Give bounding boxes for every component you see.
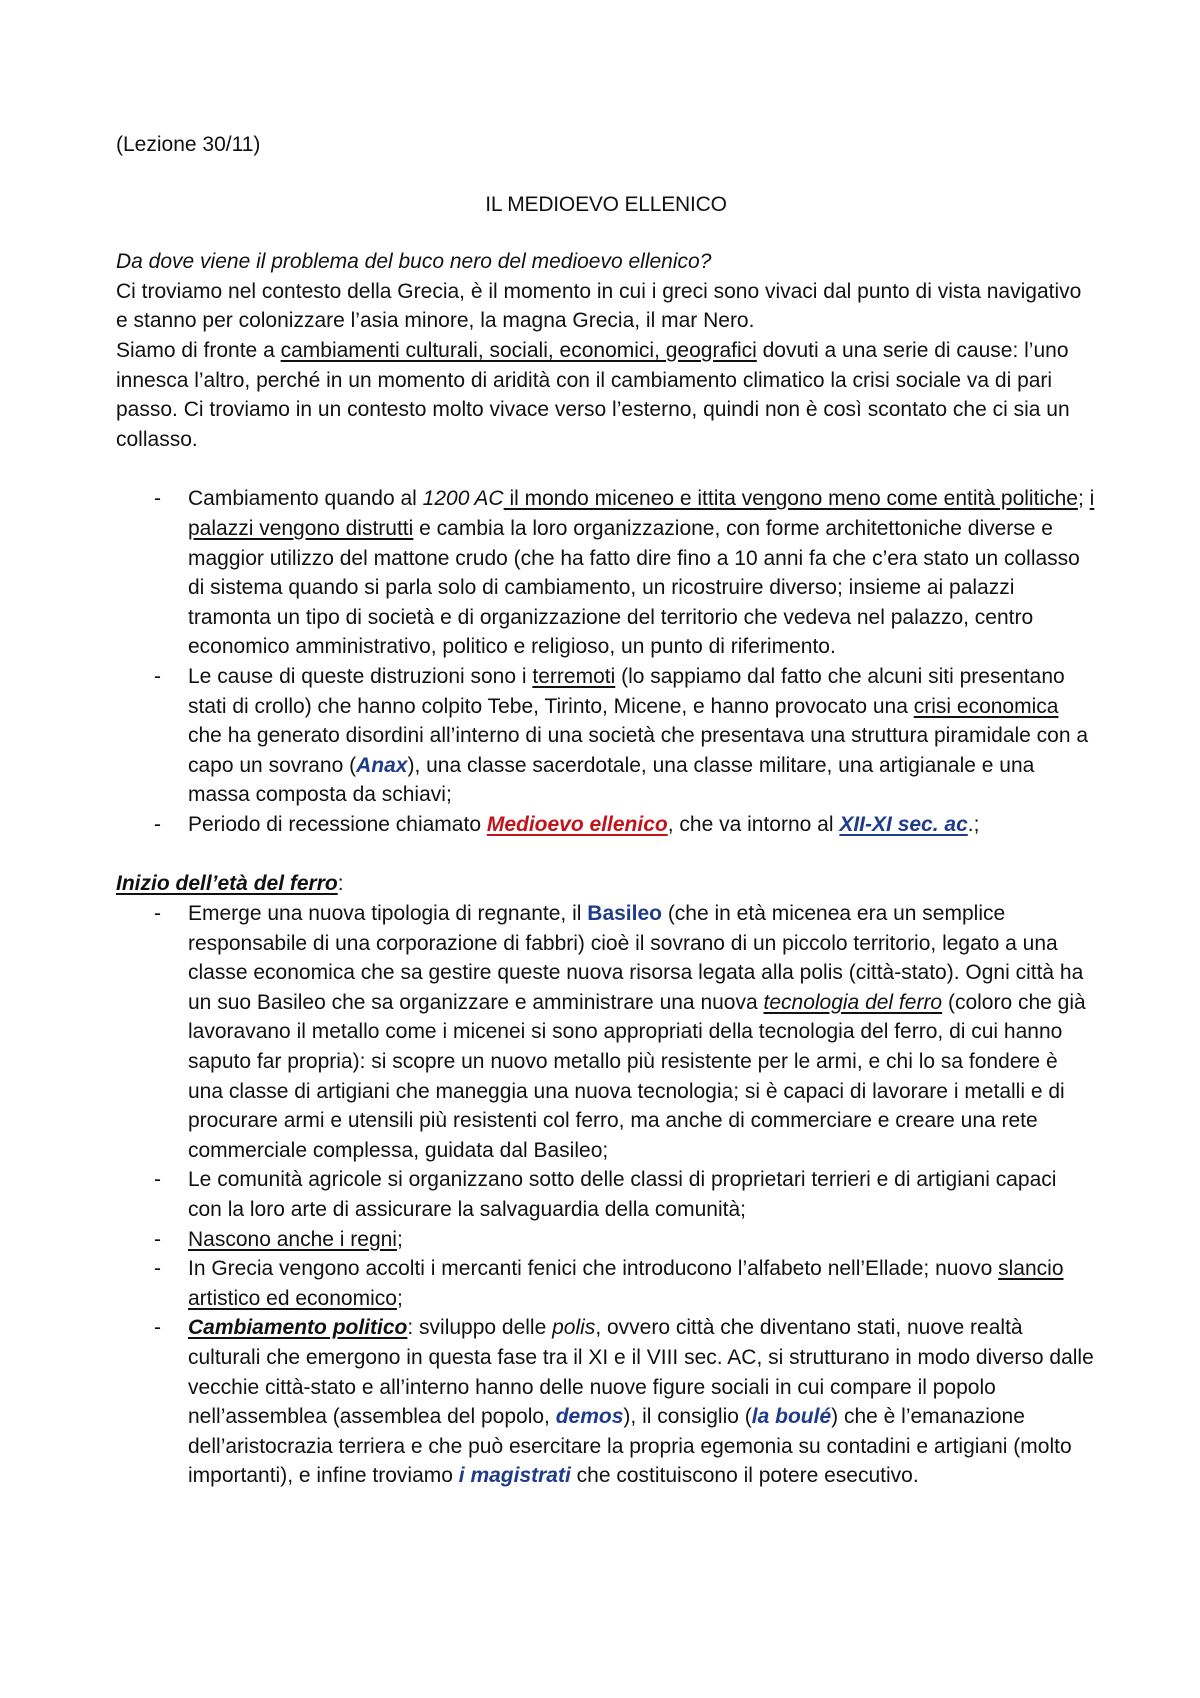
- s2-b1-text-c: (coloro che già lavoravano il metallo come i micenei si sono appropriati della tecnologia del ferro, di cui hanno saputo far propria): si scopre un nuovo metallo più resistente per le armi, e chi lo sa fondere è una classe di artigiani che maneggia una nuova tecnologia; si è capaci di lavorare i metalli e di procurare armi e utensili più resistenti col ferro, ma anche di commerciare e creare una rete commerciale complessa, guidata dal Basileo;: [188, 990, 1086, 1162]
- intro-question: Da dove viene il problema del buco nero del medioevo ellenico?: [116, 250, 712, 274]
- b3-text-a: Periodo di recessione chiamato: [188, 812, 487, 836]
- s2-b5-text-d: ) che è l’emanazione dell’aristocrazia terriera e che può esercitare la propria egemonia su contadini e artigiani (molto importanti), e infine troviamo: [188, 1405, 1072, 1488]
- lecture-date: (Lezione 30/11): [116, 133, 261, 156]
- b2-underline-1: terremoti: [532, 664, 616, 688]
- intro-p2-text-a: Siamo di fronte a: [116, 338, 281, 362]
- bullet-list-1: [116, 484, 1096, 839]
- dash-bullet: -: [154, 1316, 161, 1340]
- b1-text-c: e cambia la loro organizzazione, con forme architettoniche diverse e maggior utilizzo del mattone crudo (che ha fatto dire fino a 10 anni fa che c’era stato un collasso di sistema quando si parla solo di cambiamento, un ricostruire diverso; insieme ai palazzi tramonta un tipo di società e di organizzazione del territorio che vedeva nel palazzo, centro economico amministrativo, politico e religioso, un punto di riferimento.: [188, 516, 1080, 659]
- b1-underline-2: i palazzi vengono distrutti: [188, 487, 1095, 540]
- s2-b2-text: Le comunità agricole si organizzano sotto delle classi di proprietari terrieri e di artigiani capaci con la loro arte di assicurare la salvaguardia della comunità;: [188, 1168, 1057, 1221]
- b3-text-b: , che va intorno al: [667, 812, 840, 836]
- s2-b1-basileo: Basileo: [587, 902, 662, 926]
- intro-p2-underlined: cambiamenti culturali, sociali, economici, geografici: [280, 338, 757, 362]
- dash-bullet: -: [154, 664, 161, 688]
- section-heading-text: Inizio dell’età del ferro: [116, 872, 338, 896]
- s2-b5-boule: la boulé: [751, 1405, 832, 1429]
- list-item: [116, 899, 1096, 1165]
- section-heading: [116, 869, 1096, 899]
- section-heading-colon: :: [337, 872, 344, 896]
- b1-date: 1200 AC: [422, 487, 504, 511]
- list-item: [116, 662, 1096, 810]
- b2-anax: Anax: [356, 753, 408, 777]
- list-item: [116, 810, 1096, 840]
- dash-bullet: -: [154, 487, 161, 511]
- s2-b5-heading: Cambiamento politico: [188, 1316, 408, 1340]
- document-title: IL MEDIOEVO ELLENICO: [485, 192, 727, 216]
- b2-underline-2: crisi economica: [913, 694, 1059, 718]
- b3-text-c: .;: [967, 812, 980, 836]
- list-item: [116, 1313, 1096, 1491]
- b1-text-a: Cambiamento quando al: [188, 487, 423, 511]
- s2-b1-text-a: Emerge una nuova tipologia di regnante, il: [188, 902, 588, 926]
- list-item: [116, 1254, 1096, 1313]
- b1-underline-1: il mondo miceneo e ittita vengono meno come entità politiche: [503, 487, 1078, 511]
- s2-b3-text: ;: [396, 1227, 403, 1251]
- s2-b1-underline: tecnologia del ferro: [763, 990, 943, 1014]
- list-item: [116, 484, 1096, 662]
- s2-b5-text-e: che costituiscono il potere esecutivo.: [570, 1464, 919, 1488]
- document-page: [116, 130, 1096, 1491]
- b2-text-a: Le cause di queste distruzioni sono i: [188, 664, 533, 688]
- list-item: [116, 1165, 1096, 1224]
- dash-bullet: -: [154, 1168, 161, 1192]
- bullet-list-2: [116, 899, 1096, 1491]
- intro-paragraph-1: Ci troviamo nel contesto della Grecia, è il momento in cui i greci sono vivaci dal punto di vista navigativo e stanno per colonizzare l’asia minore, la magna Grecia, il mar Nero.: [116, 279, 1082, 333]
- s2-b3-underline: Nascono anche i regni: [188, 1227, 397, 1251]
- s2-b5-text-b: , ovvero città che diventano stati, nuove realtà culturali che emergono in questa fase tra il XI e il VIII sec. AC, si strutturano in modo diverso dalle vecchie città-stato e all’interno hanno delle nuove figure sociali in cui compare il popolo nell’assemblea (assemblea del popolo,: [188, 1316, 1094, 1429]
- b1-text-b: ;: [1077, 487, 1090, 511]
- intro-p2-text-b: dovuti a una serie di cause: l’uno innesca l’altro, perché in un momento di aridità con il cambiamento climatico la crisi sociale va di pari passo. Ci troviamo in un contesto molto vivace verso l’esterno, quindi non è così scontato che ci sia un collasso.: [116, 338, 1070, 451]
- s2-b5-text-a: : sviluppo delle: [407, 1316, 553, 1340]
- b2-text-b: (lo sappiamo dal fatto che alcuni siti presentano stati di crollo) che hanno colpito Tebe, Tirinto, Micene, e hanno provocato una: [188, 664, 1065, 718]
- list-item: [116, 1225, 1096, 1255]
- s2-b5-text-c: ), il consiglio (: [623, 1405, 752, 1429]
- b3-medioevo-ellenico: Medioevo ellenico: [486, 812, 668, 836]
- b2-text-d: ), una classe sacerdotale, una classe militare, una artigianale e una massa composta da schiavi;: [188, 753, 1035, 807]
- s2-b4-underline: slancio artistico ed economico: [188, 1257, 1064, 1310]
- dash-bullet: -: [154, 902, 161, 926]
- b3-century: XII-XI sec. ac: [839, 812, 968, 836]
- s2-b5-magistrati: i magistrati: [458, 1464, 571, 1488]
- s2-b4-text-b: ;: [396, 1286, 403, 1310]
- s2-b4-text-a: In Grecia vengono accolti i mercanti fenici che introducono l’alfabeto nell’Ellade; nuovo: [188, 1257, 999, 1281]
- intro-paragraph-2: [116, 336, 1096, 454]
- dash-bullet: -: [154, 1257, 161, 1281]
- s2-b1-text-b: (che in età micenea era un semplice responsabile di una corporazione di fabbri) cioè il sovrano di un piccolo territorio, legato a una classe economica che sa gestire queste nuova risorsa legata alla polis (città-stato). Ogni città ha un suo Basileo che sa organizzare e amministrare una nuova: [188, 902, 1084, 1014]
- dash-bullet: -: [154, 812, 161, 836]
- s2-b5-polis: polis: [552, 1316, 596, 1340]
- s2-b5-demos: demos: [555, 1405, 624, 1429]
- b2-text-c: che ha generato disordini all’interno di una società che presentava una struttura piramidale con a capo un sovrano (: [188, 724, 1089, 777]
- dash-bullet: -: [154, 1227, 161, 1251]
